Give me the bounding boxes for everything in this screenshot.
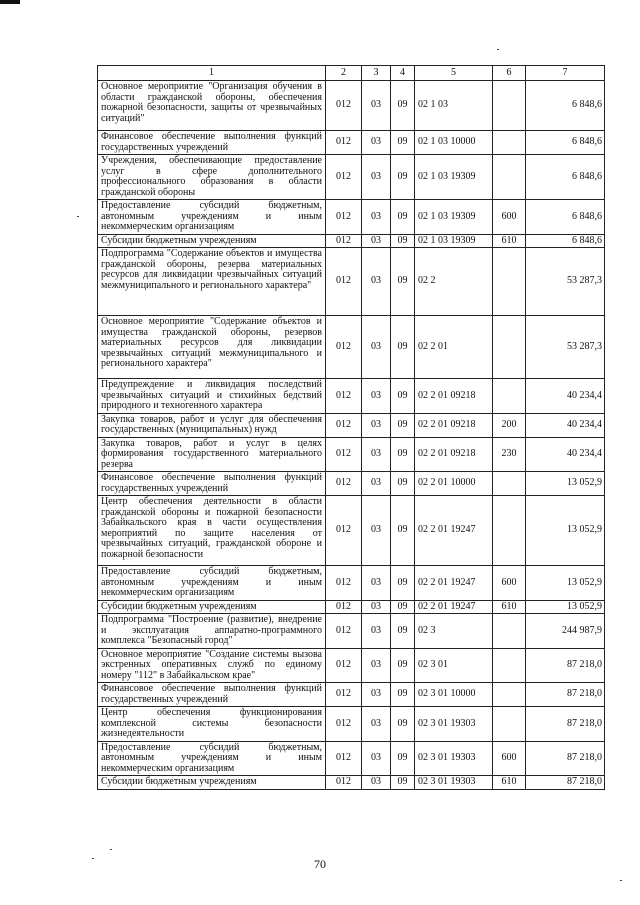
- row-section-cell: 03: [362, 776, 391, 790]
- row-admin-code-cell: 012: [326, 600, 362, 614]
- row-subsection-cell: 09: [391, 316, 415, 379]
- row-admin-code-cell: 012: [326, 155, 362, 200]
- row-subsection-cell: 09: [391, 379, 415, 414]
- row-target-article-cell: 02 2 01 19247: [415, 496, 493, 566]
- row-section-cell: 03: [362, 614, 391, 649]
- row-subsection-cell: 09: [391, 155, 415, 200]
- row-target-article-cell: 02 1 03 19309: [415, 200, 493, 235]
- row-target-article-cell: 02 1 03 10000: [415, 131, 493, 155]
- row-name-cell: Предупреждение и ликвидация последствий чрезвычайных ситуаций и стихийных бедствий природного и техногенного характера: [98, 379, 326, 414]
- table-row: [98, 379, 605, 414]
- row-target-article-cell: 02 3 01 19303: [415, 776, 493, 790]
- row-amount-cell: 6 848,6: [526, 81, 605, 131]
- row-subsection-cell: 09: [391, 776, 415, 790]
- row-expense-type-cell: 600: [493, 200, 526, 235]
- row-expense-type-cell: 600: [493, 566, 526, 601]
- row-amount-cell: 40 234,4: [526, 437, 605, 472]
- row-amount-cell: 13 052,9: [526, 472, 605, 496]
- row-subsection-cell: 09: [391, 648, 415, 683]
- header-cell: 4: [391, 66, 415, 81]
- row-amount-cell: 87 218,0: [526, 741, 605, 776]
- row-name-cell: Подпрограмма "Построение (развитие), внедрение и эксплуатация аппаратно-программного комплекса "Безопасный город": [98, 614, 326, 649]
- row-name-cell: Центр обеспечения функционирования комплексной системы безопасности жизнедеятельности: [98, 707, 326, 742]
- table-row: [98, 707, 605, 742]
- row-name-cell: Основное мероприятие "Содержание объектов и имущества гражданской обороны, резервов материальных ресурсов для ликвидации чрезвычайных ситуаций межмуниципального и регионального характера": [98, 316, 326, 379]
- scan-corner-mark: [0, 0, 20, 4]
- row-amount-cell: 40 234,4: [526, 379, 605, 414]
- row-section-cell: 03: [362, 437, 391, 472]
- row-admin-code-cell: 012: [326, 614, 362, 649]
- row-expense-type-cell: 610: [493, 776, 526, 790]
- row-amount-cell: 87 218,0: [526, 683, 605, 707]
- table-row: [98, 741, 605, 776]
- row-section-cell: 03: [362, 379, 391, 414]
- row-amount-cell: 6 848,6: [526, 131, 605, 155]
- row-amount-cell: 6 848,6: [526, 200, 605, 235]
- row-subsection-cell: 09: [391, 234, 415, 248]
- row-target-article-cell: 02 3 01 19303: [415, 741, 493, 776]
- row-admin-code-cell: 012: [326, 472, 362, 496]
- row-section-cell: 03: [362, 200, 391, 235]
- row-expense-type-cell: 200: [493, 413, 526, 437]
- row-expense-type-cell: [493, 648, 526, 683]
- row-name-cell: Основное мероприятие "Создание системы вызова экстренных оперативных служб по единому номеру "112" в Забайкальском крае": [98, 648, 326, 683]
- row-amount-cell: 13 052,9: [526, 566, 605, 601]
- row-admin-code-cell: 012: [326, 200, 362, 235]
- row-target-article-cell: 02 2 01 09218: [415, 413, 493, 437]
- row-expense-type-cell: [493, 155, 526, 200]
- row-target-article-cell: 02 2: [415, 248, 493, 316]
- row-subsection-cell: 09: [391, 707, 415, 742]
- header-cell: 6: [493, 66, 526, 81]
- row-amount-cell: 13 052,9: [526, 496, 605, 566]
- row-subsection-cell: 09: [391, 472, 415, 496]
- row-admin-code-cell: 012: [326, 648, 362, 683]
- row-admin-code-cell: 012: [326, 566, 362, 601]
- table-row: [98, 248, 605, 316]
- page-number: 70: [314, 857, 326, 871]
- row-expense-type-cell: 610: [493, 234, 526, 248]
- header-cell: 7: [526, 66, 605, 81]
- row-admin-code-cell: 012: [326, 379, 362, 414]
- row-amount-cell: 244 987,9: [526, 614, 605, 649]
- row-target-article-cell: 02 1 03 19309: [415, 155, 493, 200]
- row-subsection-cell: 09: [391, 600, 415, 614]
- table-row: [98, 683, 605, 707]
- row-admin-code-cell: 012: [326, 81, 362, 131]
- row-target-article-cell: 02 1 03 19309: [415, 234, 493, 248]
- row-subsection-cell: 09: [391, 200, 415, 235]
- row-target-article-cell: 02 2 01: [415, 316, 493, 379]
- row-section-cell: 03: [362, 683, 391, 707]
- table-row: [98, 566, 605, 601]
- row-name-cell: Предоставление субсидий бюджетным, автономным учреждениям и иным некоммерческим организациям: [98, 200, 326, 235]
- row-section-cell: 03: [362, 413, 391, 437]
- row-section-cell: 03: [362, 131, 391, 155]
- row-admin-code-cell: 012: [326, 437, 362, 472]
- row-target-article-cell: 02 3 01: [415, 648, 493, 683]
- row-subsection-cell: 09: [391, 614, 415, 649]
- row-expense-type-cell: [493, 379, 526, 414]
- row-section-cell: 03: [362, 81, 391, 131]
- table-row: [98, 496, 605, 566]
- row-expense-type-cell: 600: [493, 741, 526, 776]
- row-amount-cell: 87 218,0: [526, 707, 605, 742]
- row-subsection-cell: 09: [391, 566, 415, 601]
- table-row: [98, 131, 605, 155]
- row-admin-code-cell: 012: [326, 496, 362, 566]
- table-row: [98, 648, 605, 683]
- row-amount-cell: 40 234,4: [526, 413, 605, 437]
- row-amount-cell: 6 848,6: [526, 155, 605, 200]
- header-cell: 3: [362, 66, 391, 81]
- row-section-cell: 03: [362, 496, 391, 566]
- row-amount-cell: 53 287,3: [526, 248, 605, 316]
- row-section-cell: 03: [362, 600, 391, 614]
- row-subsection-cell: 09: [391, 437, 415, 472]
- row-expense-type-cell: [493, 472, 526, 496]
- row-admin-code-cell: 012: [326, 776, 362, 790]
- table-row: [98, 81, 605, 131]
- table-row: [98, 600, 605, 614]
- row-target-article-cell: 02 2 01 09218: [415, 437, 493, 472]
- row-expense-type-cell: [493, 248, 526, 316]
- row-target-article-cell: 02 2 01 10000: [415, 472, 493, 496]
- row-amount-cell: 53 287,3: [526, 316, 605, 379]
- table-row: [98, 413, 605, 437]
- row-subsection-cell: 09: [391, 741, 415, 776]
- row-name-cell: Субсидии бюджетным учреждениям: [98, 600, 326, 614]
- table-header-row: [98, 66, 605, 81]
- row-amount-cell: 6 848,6: [526, 234, 605, 248]
- row-section-cell: 03: [362, 472, 391, 496]
- row-target-article-cell: 02 3: [415, 614, 493, 649]
- row-admin-code-cell: 012: [326, 413, 362, 437]
- row-section-cell: 03: [362, 316, 391, 379]
- row-name-cell: Центр обеспечения деятельности в области гражданской обороны и пожарной безопасности Забайкальского края в части осуществления мероприятий по защите населения от чрезвычайных ситуаций, гражданской обороне и пожарной безопасности: [98, 496, 326, 566]
- row-name-cell: Субсидии бюджетным учреждениям: [98, 776, 326, 790]
- scan-speck: [620, 880, 622, 881]
- header-cell: 5: [415, 66, 493, 81]
- header-cell: 2: [326, 66, 362, 81]
- scan-speck: [77, 216, 79, 217]
- row-subsection-cell: 09: [391, 248, 415, 316]
- row-name-cell: Предоставление субсидий бюджетным, автономным учреждениям и иным некоммерческим организациям: [98, 566, 326, 601]
- row-name-cell: Закупка товаров, работ и услуг для обеспечения государственных (муниципальных) нужд: [98, 413, 326, 437]
- row-expense-type-cell: [493, 683, 526, 707]
- budget-table: [97, 65, 605, 790]
- row-target-article-cell: 02 3 01 10000: [415, 683, 493, 707]
- row-subsection-cell: 09: [391, 683, 415, 707]
- row-amount-cell: 87 218,0: [526, 648, 605, 683]
- row-subsection-cell: 09: [391, 131, 415, 155]
- row-name-cell: Подпрограмма "Содержание объектов и имущества гражданской обороны, резерва материальных ресурсов для ликвидации чрезвычайных ситуаций межмуниципального и регионального характера": [98, 248, 326, 316]
- scan-speck: [92, 858, 94, 859]
- row-section-cell: 03: [362, 155, 391, 200]
- row-section-cell: 03: [362, 648, 391, 683]
- row-admin-code-cell: 012: [326, 248, 362, 316]
- row-amount-cell: 87 218,0: [526, 776, 605, 790]
- row-name-cell: Финансовое обеспечение выполнения функций государственных учреждений: [98, 472, 326, 496]
- table-row: [98, 437, 605, 472]
- row-subsection-cell: 09: [391, 413, 415, 437]
- row-name-cell: Субсидии бюджетным учреждениям: [98, 234, 326, 248]
- row-admin-code-cell: 012: [326, 741, 362, 776]
- row-expense-type-cell: 230: [493, 437, 526, 472]
- row-admin-code-cell: 012: [326, 707, 362, 742]
- row-section-cell: 03: [362, 248, 391, 316]
- row-admin-code-cell: 012: [326, 683, 362, 707]
- row-expense-type-cell: 610: [493, 600, 526, 614]
- scan-speck: [110, 849, 112, 850]
- row-admin-code-cell: 012: [326, 234, 362, 248]
- table-row: [98, 155, 605, 200]
- row-target-article-cell: 02 3 01 19303: [415, 707, 493, 742]
- row-expense-type-cell: [493, 496, 526, 566]
- table-row: [98, 200, 605, 235]
- row-name-cell: Основное мероприятие "Организация обучения в области гражданской обороны, обеспечения пожарной безопасности, защиты от чрезвычайных ситуаций": [98, 81, 326, 131]
- row-section-cell: 03: [362, 707, 391, 742]
- table-row: [98, 776, 605, 790]
- table-row: [98, 234, 605, 248]
- row-section-cell: 03: [362, 234, 391, 248]
- table-row: [98, 614, 605, 649]
- row-expense-type-cell: [493, 614, 526, 649]
- row-name-cell: Финансовое обеспечение выполнения функций государственных учреждений: [98, 683, 326, 707]
- row-subsection-cell: 09: [391, 496, 415, 566]
- row-subsection-cell: 09: [391, 81, 415, 131]
- scan-speck: [497, 49, 499, 50]
- row-target-article-cell: 02 2 01 09218: [415, 379, 493, 414]
- table-row: [98, 472, 605, 496]
- row-target-article-cell: 02 2 01 19247: [415, 600, 493, 614]
- row-admin-code-cell: 012: [326, 131, 362, 155]
- header-cell: 1: [98, 66, 326, 81]
- row-expense-type-cell: [493, 707, 526, 742]
- row-name-cell: Предоставление субсидий бюджетным, автономным учреждениям и иным некоммерческим организациям: [98, 741, 326, 776]
- row-target-article-cell: 02 2 01 19247: [415, 566, 493, 601]
- row-amount-cell: 13 052,9: [526, 600, 605, 614]
- row-expense-type-cell: [493, 81, 526, 131]
- row-target-article-cell: 02 1 03: [415, 81, 493, 131]
- row-section-cell: 03: [362, 566, 391, 601]
- row-name-cell: Закупка товаров, работ и услуг в целях формирования государственного материального резерва: [98, 437, 326, 472]
- row-name-cell: Учреждения, обеспечивающие предоставление услуг в сфере дополнительного профессионального образования в области гражданской обороны: [98, 155, 326, 200]
- row-expense-type-cell: [493, 316, 526, 379]
- row-section-cell: 03: [362, 741, 391, 776]
- row-expense-type-cell: [493, 131, 526, 155]
- row-name-cell: Финансовое обеспечение выполнения функций государственных учреждений: [98, 131, 326, 155]
- table-row: [98, 316, 605, 379]
- row-admin-code-cell: 012: [326, 316, 362, 379]
